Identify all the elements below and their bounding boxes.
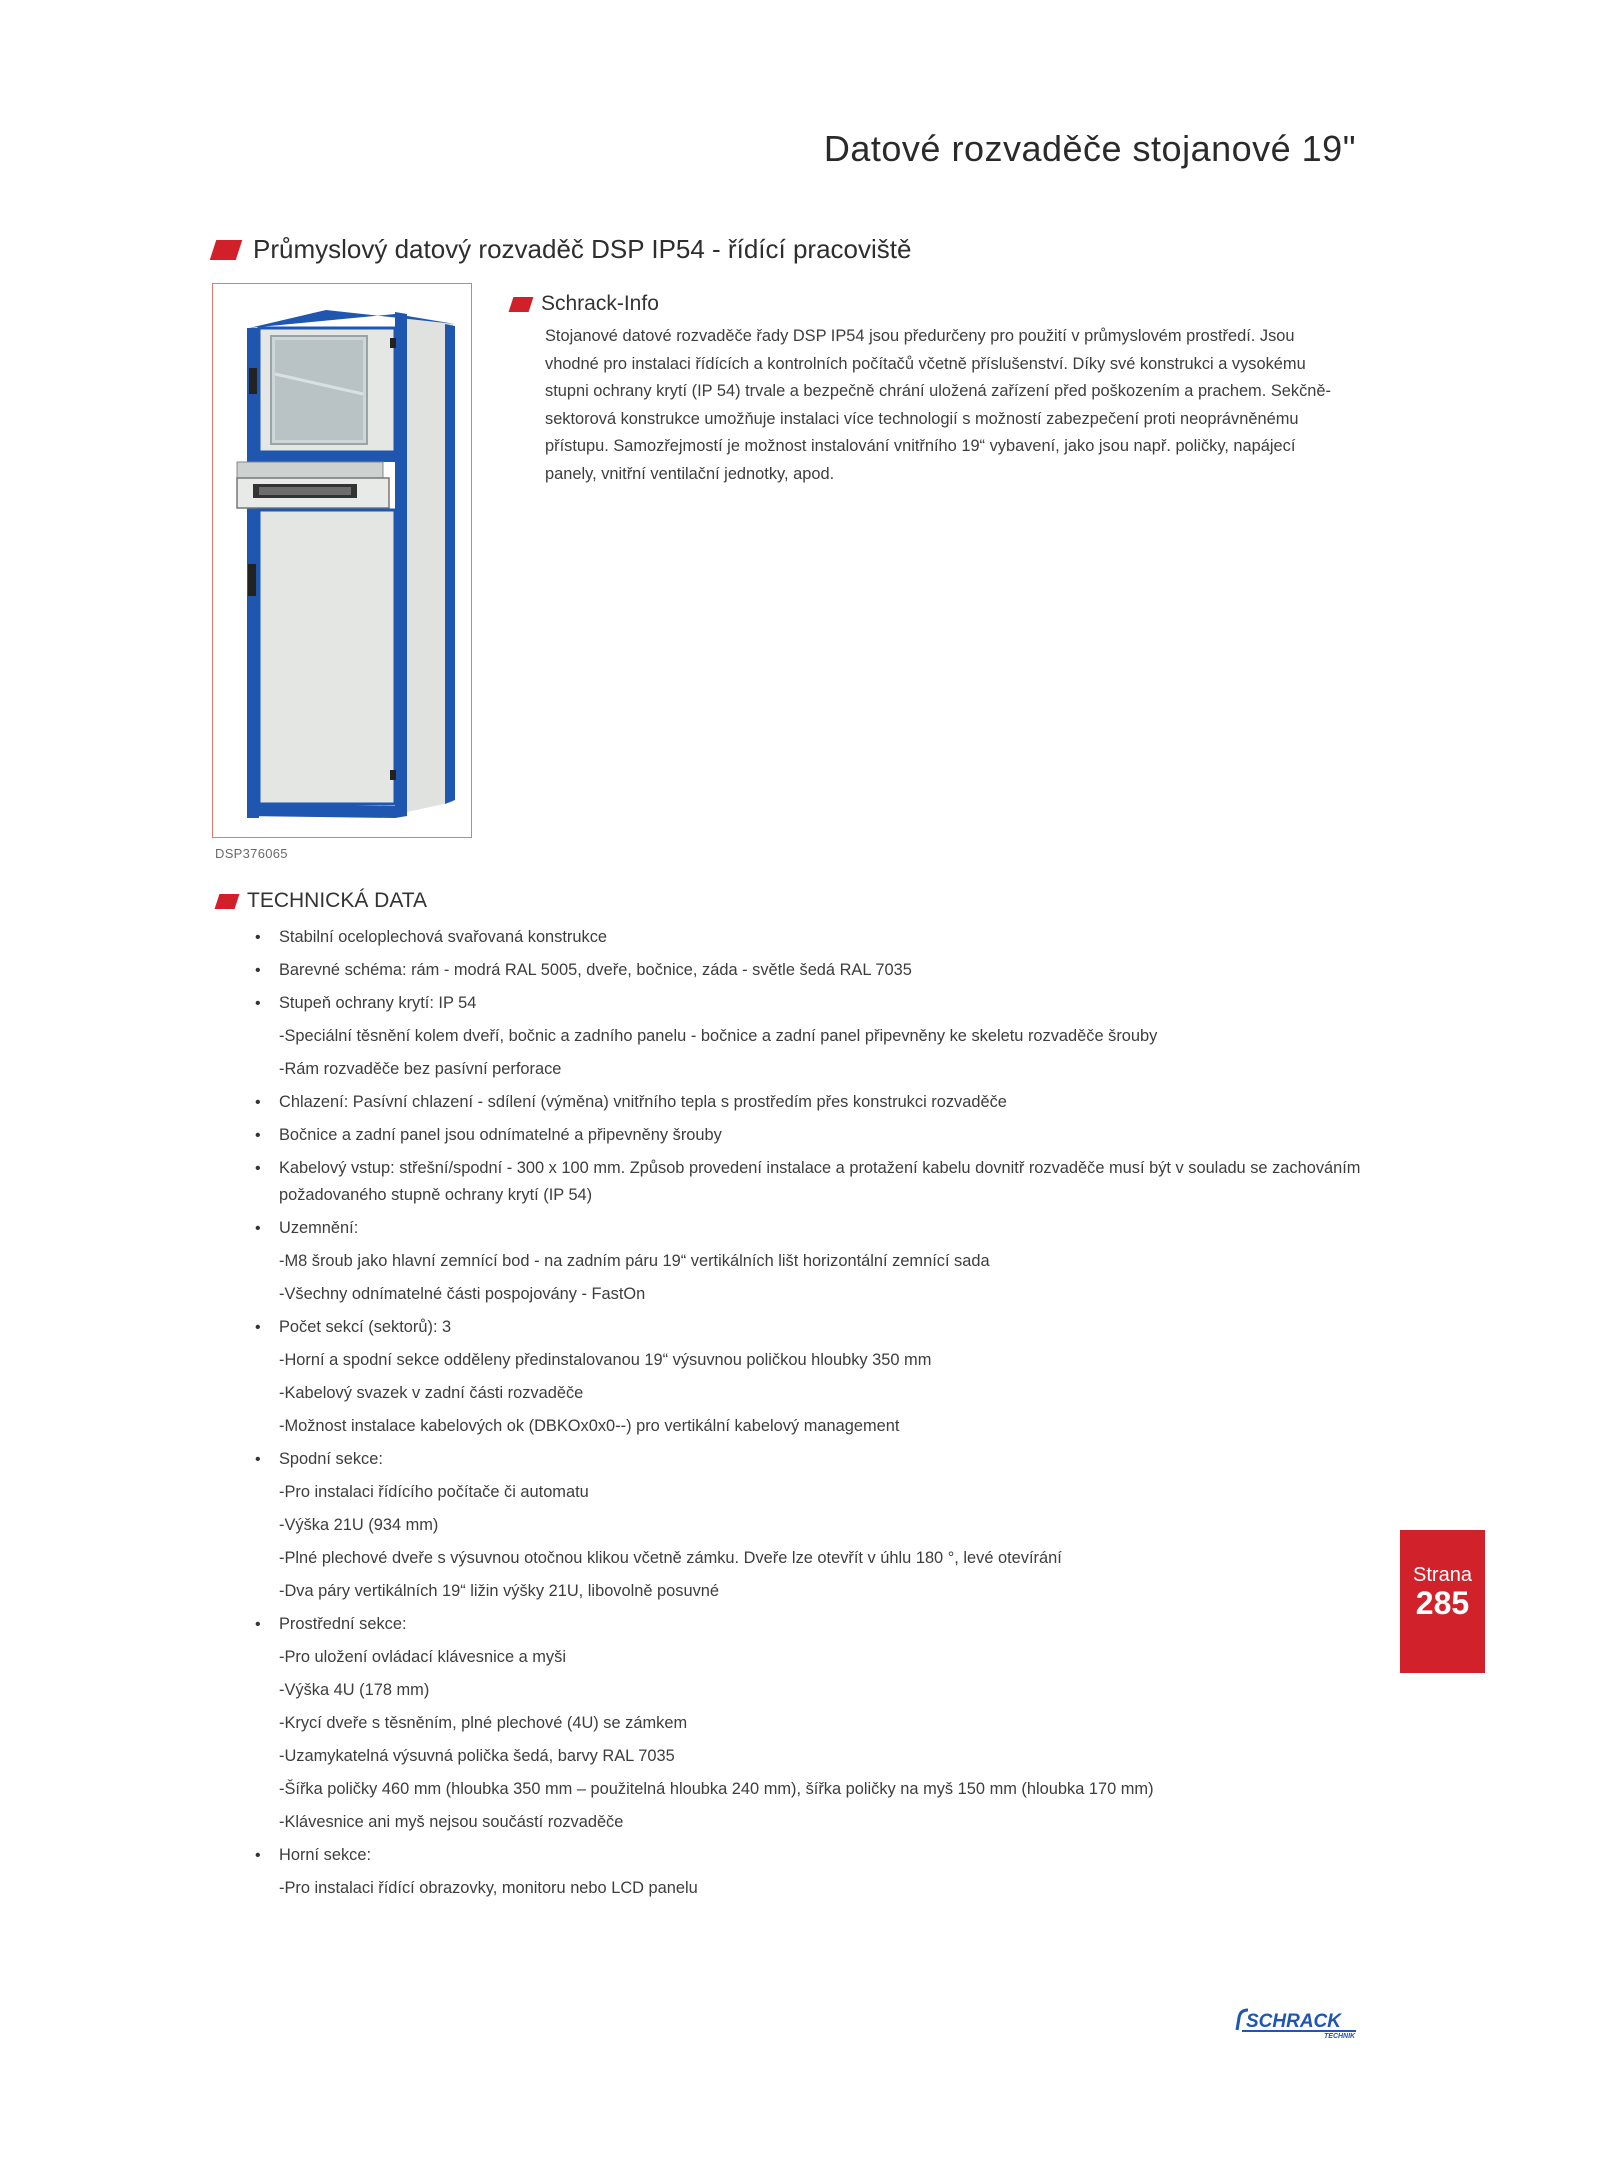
list-item: • Bočnice a zadní panel jsou odnímatelné a připevněny šrouby: [255, 1122, 1375, 1149]
list-item: -Klávesnice ani myš nejsou součástí rozvaděče: [279, 1813, 624, 1831]
tech-data-list: [255, 924, 1375, 1908]
list-item: • Uzemnění:: [255, 1215, 1375, 1242]
list-item: -Šířka poličky 460 mm (hloubka 350 mm – použitelná hloubka 240 mm), šířka poličky na myš 150 mm (hloubka 170 mm): [279, 1780, 1154, 1798]
list-item: -Pro instalaci řídící obrazovky, monitoru nebo LCD panelu: [279, 1879, 698, 1897]
page-title: Datové rozvaděče stojanové 19": [823, 128, 1356, 169]
list-item: -Plné plechové dveře s výsuvnou otočnou klikou včetně zámku. Dveře lze otevřít v úhlu 180 °, levé otevírání: [279, 1549, 1062, 1567]
red-marker-icon: [215, 894, 240, 909]
list-item: • Horní sekce:: [255, 1842, 1375, 1869]
cabinet-image: [213, 284, 470, 836]
list-item: -Pro instalaci řídícího počítače či automatu: [279, 1483, 589, 1501]
list-item: -Uzamykatelná výsuvná polička šedá, barvy RAL 7035: [279, 1747, 675, 1765]
logo-subtext: TECHNIK: [1324, 2033, 1356, 2040]
tech-title: TECHNICKÁ DATA: [247, 889, 428, 912]
list-item: • Prostřední sekce:: [255, 1611, 1375, 1638]
section-heading: [213, 234, 911, 265]
section-title: Průmyslový datový rozvaděč DSP IP54 - řídící pracoviště: [253, 234, 912, 264]
list-item: -M8 šroub jako hlavní zemnící bod - na zadním páru 19“ vertikálních lišt horizontální zemnící sada: [279, 1252, 990, 1270]
list-item: • Spodní sekce:: [255, 1446, 1375, 1473]
list-item: • Chlazení: Pasívní chlazení - sdílení (výměna) vnitřního tepla s prostředím přes konstrukci rozvaděče: [255, 1089, 1375, 1116]
list-item: -Všechny odnímatelné části pospojovány - FastOn: [279, 1285, 646, 1303]
tech-heading: [217, 889, 427, 913]
info-paragraph: Stojanové datové rozvaděče řady DSP IP54 jsou předurčeny pro použití v průmyslovém prostředí. Jsou vhodné pro instalaci řídících a kontrolních počítačů včetně příslušenství. Díky své konstrukci a vysokému stupni ochrany krytí (IP 54) trvale a bezpečně chrání uložená zařízení před poškozením a prachem. Sekčně-sektorová konstrukce umožňuje instalaci více technologií s možností zabezpečení proti neoprávněnému přístupu. Samozřejmostí je možnost instalování vnitřního 19“ vybavení, jako jsou např. poličky, napájecí panely, vnitřní ventilační jednotky, apod.: [545, 327, 1331, 483]
image-caption: DSP376065: [215, 846, 288, 861]
list-item: -Dva páry vertikálních 19“ ližin výšky 21U, libovolně posuvné: [279, 1582, 720, 1600]
list-item: -Pro uložení ovládací klávesnice a myši: [279, 1648, 566, 1666]
page-number-tab: [1400, 1530, 1485, 1673]
red-marker-icon: [210, 240, 242, 260]
list-item: -Kabelový svazek v zadní části rozvaděče: [279, 1384, 584, 1402]
list-item: -Horní a spodní sekce odděleny předinstalovanou 19“ výsuvnou poličkou hloubky 350 mm: [279, 1351, 932, 1369]
list-item: • Kabelový vstup: střešní/spodní - 300 x 100 mm. Způsob provedení instalace a protažení kabelu dovnitř rozvaděče musí být v souladu se zachováním požadovaného stupně ochrany krytí (IP 54): [255, 1155, 1375, 1209]
page-number: 285: [1415, 1585, 1470, 1621]
info-heading: [511, 292, 659, 316]
list-item: • Stupeň ochrany krytí: IP 54: [255, 990, 1375, 1017]
list-item: -Rám rozvaděče bez pasívní perforace: [279, 1060, 562, 1078]
list-item: • Stabilní oceloplechová svařovaná konstrukce: [255, 924, 1375, 951]
list-item: • Počet sekcí (sektorů): 3: [255, 1314, 1375, 1341]
list-item: -Speciální těsnění kolem dveří, bočnic a zadního panelu - bočnice a zadní panel připevněny ke skeletu rozvaděče šrouby: [279, 1027, 1158, 1045]
schrack-logo: [1234, 2006, 1360, 2040]
list-item: -Výška 4U (178 mm): [279, 1681, 430, 1699]
list-item: -Výška 21U (934 mm): [279, 1516, 439, 1534]
logo-text: SCHRACK: [1246, 2011, 1341, 2032]
list-item: -Krycí dveře s těsněním, plné plechové (4U) se zámkem: [279, 1714, 688, 1732]
product-image-frame: [212, 283, 472, 838]
list-item: -Možnost instalace kabelových ok (DBKOx0x0--) pro vertikální kabelový management: [279, 1417, 900, 1435]
red-marker-icon: [509, 297, 534, 312]
page-label: Strana: [1413, 1564, 1472, 1586]
info-title: Schrack-Info: [541, 292, 659, 315]
list-item: • Barevné schéma: rám - modrá RAL 5005, dveře, bočnice, záda - světle šedá RAL 7035: [255, 957, 1375, 984]
